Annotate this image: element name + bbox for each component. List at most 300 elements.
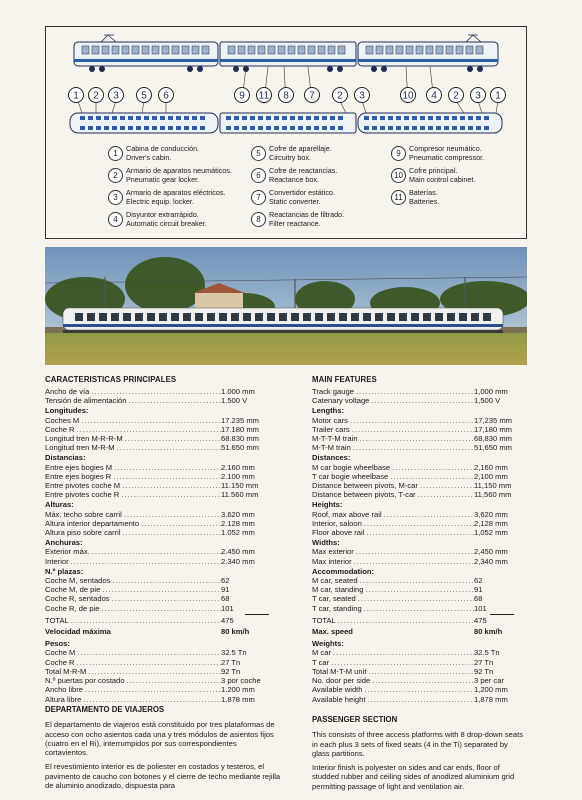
group-heading: Distancias: — [45, 453, 86, 463]
total-rule — [245, 614, 269, 615]
spec-row — [45, 658, 281, 667]
spec-group — [45, 567, 281, 613]
legend-text — [409, 189, 439, 206]
group-heading: Distances: — [312, 453, 351, 463]
legend-number: 6 — [251, 168, 266, 183]
callout-marker — [471, 88, 486, 103]
spec-row — [312, 416, 526, 425]
spec-row — [45, 472, 281, 481]
leader-dots — [100, 585, 221, 594]
callout-number: 3 — [475, 90, 481, 102]
spec-label: Motor cars — [312, 415, 348, 425]
spec-row — [45, 396, 281, 405]
spec-label: Entre pivotes coche R — [45, 490, 120, 500]
spec-label: Coche R — [45, 657, 75, 667]
spec-label: Coche M, sentados — [45, 576, 111, 586]
callout-marker — [109, 88, 124, 103]
spec-group — [312, 406, 526, 452]
group-heading: Accommodation: — [312, 566, 375, 576]
leader-dots — [418, 481, 474, 490]
spec-row — [312, 443, 526, 452]
legend-spanish: Armario de aparatos eléctricos. — [126, 188, 226, 197]
spec-value: 27 Tn — [221, 657, 241, 667]
legend-text — [269, 145, 332, 162]
legend-number: 8 — [251, 212, 266, 227]
paragraph: Interior finish is polyester on sides and car ends, floor of studded rubber and ceiling sides of anodized aluminium grid permitting passage of light and ventilation air. — [312, 763, 515, 791]
spec-row — [45, 387, 281, 396]
leader-dots — [79, 416, 221, 425]
callout-number: 11 — [258, 90, 270, 102]
spec-label: Exterior máx. — [45, 547, 90, 557]
spec-row — [45, 434, 281, 443]
legend-english: Pneumatic gear locker. — [126, 174, 200, 184]
legend-number: 7 — [251, 190, 266, 205]
paragraph: This consists of three access platforms with 8 drop-down seats in each plus 3 sets of fixed seats (4 in the Ti) separated by glass partitions. — [312, 730, 524, 758]
legend-text — [409, 145, 484, 162]
leader-dots — [354, 547, 474, 556]
spec-row — [312, 425, 526, 434]
spec-label: M car bogie wheelbase — [312, 462, 391, 472]
spec-row — [45, 416, 281, 425]
spec-label: Altura piso sobre carril — [45, 528, 121, 538]
leader-dots — [365, 695, 474, 704]
callout-marker — [279, 88, 294, 103]
spec-row — [312, 519, 526, 528]
callout-number: 3 — [113, 90, 119, 102]
callout-marker — [137, 88, 152, 103]
spec-value: 2,160 mm — [474, 462, 508, 472]
spec-row — [312, 396, 526, 405]
spec-label: Max. speed — [312, 627, 353, 637]
spec-row — [45, 667, 281, 676]
train-diagram — [45, 26, 527, 239]
spec-label: M car, seated — [312, 576, 358, 586]
spec-value: 62 — [474, 576, 483, 586]
total-rule — [490, 614, 514, 615]
spec-label: Altura libre — [45, 694, 82, 704]
leader-dots — [358, 434, 474, 443]
callout-number: 7 — [309, 90, 315, 102]
callout-number: 2 — [453, 90, 459, 102]
spec-row — [45, 685, 281, 694]
legend-english: Electric equip. locker. — [126, 196, 194, 206]
leader-dots — [99, 604, 221, 613]
callout-number: 8 — [283, 90, 289, 102]
callout-marker — [449, 88, 464, 103]
spec-label: Coche R — [45, 424, 75, 434]
spec-label: Available width — [312, 685, 363, 695]
spec-label: M car — [312, 648, 331, 658]
spec-row — [312, 648, 526, 657]
spec-value: 68 — [221, 594, 230, 604]
legend-number: 5 — [251, 146, 266, 161]
paragraph: El departamento de viajeros está constituido por tres plataformas de acceso con ocho asientos cada una y tres módulos de asientos fijos (cuatro en el Ri), interrumpidos por sus correspondientes cortavientos. — [45, 720, 275, 758]
spec-value: 3,620 mm — [474, 509, 508, 519]
legend-text — [126, 167, 232, 184]
spec-row — [312, 510, 526, 519]
leader-dots — [358, 576, 474, 585]
leader-dots — [123, 434, 221, 443]
leader-dots — [363, 685, 474, 694]
legend-number: 10 — [391, 168, 406, 183]
callout-number: 2 — [337, 90, 343, 102]
legend-text — [269, 211, 344, 228]
spec-value: 2,450 mm — [474, 547, 508, 557]
leader-dots — [89, 387, 221, 396]
section-title: MAIN FEATURES — [312, 375, 377, 384]
callout-marker — [333, 88, 348, 103]
spec-row — [45, 695, 281, 704]
callout-marker — [235, 88, 250, 103]
callout-marker — [427, 88, 442, 103]
spec-row — [45, 481, 281, 490]
legend-spanish: Convertidor estático. — [269, 188, 335, 197]
spec-row — [312, 463, 526, 472]
spec-value: 101 — [474, 603, 487, 613]
callout-marker — [305, 88, 320, 103]
spec-row — [45, 490, 281, 499]
spec-row — [312, 695, 526, 704]
spec-group — [312, 453, 526, 499]
spec-value: 17,180 mm — [474, 424, 512, 434]
leader-dots — [366, 667, 474, 676]
spec-value: 2.100 mm — [221, 471, 255, 481]
spec-value: 17,235 mm — [474, 415, 512, 425]
callout-number: 10 — [402, 90, 414, 102]
paragraph: El revestimiento interior es de poliester en costados y testeros, el pavimento de caucho con botones y el cierre de techo mediante rejilla de aluminio anodizado, dispuesta para — [45, 762, 281, 791]
spec-value: 27 Tn — [474, 657, 494, 667]
spec-label: Max exterior — [312, 547, 354, 557]
english-specifications — [312, 375, 526, 704]
callout-number: 5 — [141, 90, 147, 102]
legend-spanish: Cofre de aparellaje. — [269, 144, 332, 153]
spec-label: N.º puertas por costado — [45, 676, 125, 686]
legend-text — [126, 189, 225, 206]
leader-dots — [139, 519, 221, 528]
leader-dots — [121, 528, 221, 537]
legend-english: Static converter. — [269, 196, 321, 206]
spec-label: Coche M — [45, 648, 76, 658]
spec-label: Interior, saloon — [312, 518, 362, 528]
spec-group — [312, 538, 526, 566]
spec-label: No. door per side — [312, 676, 371, 686]
spec-label: T car — [312, 657, 330, 667]
spec-row — [45, 648, 281, 657]
callout-number: 1 — [73, 90, 79, 102]
leader-dots — [329, 658, 474, 667]
group-heading: Weights: — [312, 639, 344, 649]
legend-english: Reactance box. — [269, 174, 319, 184]
section-title: CARACTERISTICAS PRINCIPALES — [45, 375, 177, 384]
spec-row — [312, 585, 526, 594]
spec-value: 1.000 mm — [221, 387, 255, 396]
spec-row — [45, 676, 281, 685]
spec-value: 68,830 mm — [474, 434, 512, 444]
spec-value: 1.200 mm — [221, 685, 255, 695]
legend-english: Batteries. — [409, 196, 440, 206]
spec-value: 1.052 mm — [221, 528, 255, 538]
spanish-specifications — [45, 375, 281, 704]
spec-row — [312, 547, 526, 556]
leader-dots — [354, 387, 474, 396]
spec-value: 3.620 mm — [221, 509, 255, 519]
callout-marker — [89, 88, 104, 103]
spec-value: 11,560 mm — [474, 490, 512, 500]
spec-value: 2.160 mm — [221, 462, 255, 472]
spec-value: 475 — [221, 615, 234, 625]
leader-dots — [125, 676, 221, 685]
spec-value: 80 km/h — [474, 627, 503, 637]
callout-marker — [401, 88, 416, 103]
spec-row — [45, 519, 281, 528]
spec-label: T car bogie wheelbase — [312, 471, 389, 481]
spec-label: Trailer cars — [312, 424, 350, 434]
legend-text — [126, 211, 207, 228]
leader-dots — [348, 416, 474, 425]
callout-number: 3 — [359, 90, 365, 102]
spec-value: 62 — [221, 576, 230, 586]
spec-value: 101 — [221, 603, 234, 613]
callout-number: 6 — [163, 90, 169, 102]
legend-text — [409, 167, 475, 184]
spec-label: Available height — [312, 694, 366, 704]
leader-dots — [390, 463, 474, 472]
train-side-view-drawing — [46, 27, 526, 139]
spec-value: 51.650 mm — [221, 443, 259, 453]
spec-row — [45, 627, 281, 636]
spec-label: Tensión de alimentación — [45, 396, 127, 406]
spec-label: Coche M, de pie — [45, 585, 101, 595]
spec-label: Max interior — [312, 556, 352, 566]
legend-number: 3 — [108, 190, 123, 205]
spec-value: 11,150 mm — [474, 481, 512, 491]
spec-label: TOTAL — [312, 615, 336, 625]
legend-spanish: Reactancias de filtrado. — [269, 210, 345, 219]
spec-row — [312, 472, 526, 481]
spec-value: 32.5 Tn — [221, 648, 247, 658]
spec-value: 91 — [474, 585, 483, 595]
group-heading: Lengths: — [312, 406, 345, 416]
spec-label: Distance between pivots, M-car — [312, 481, 418, 491]
callout-number: 1 — [495, 90, 501, 102]
spec-row — [312, 557, 526, 566]
group-heading: Pesos: — [45, 639, 70, 649]
legend-spanish: Cabina de conducción. — [126, 144, 200, 153]
spec-row — [45, 547, 281, 556]
legend-text — [269, 167, 337, 184]
spec-row — [312, 576, 526, 585]
spec-label: Coche R, sentados — [45, 594, 110, 604]
spec-row — [45, 443, 281, 452]
leader-dots — [69, 616, 221, 625]
leader-dots — [75, 658, 221, 667]
leader-dots — [83, 685, 221, 694]
spec-value: 32.5 Tn — [474, 648, 500, 658]
leader-dots — [356, 594, 474, 603]
group-heading: Widths: — [312, 538, 340, 548]
spec-row — [45, 576, 281, 585]
spec-label: M car, standing — [312, 585, 364, 595]
callout-marker — [69, 88, 84, 103]
leader-dots — [370, 676, 474, 685]
spec-value: 1,000 mm — [474, 387, 508, 396]
leader-dots — [353, 627, 474, 636]
spec-row — [312, 667, 526, 676]
spec-label: TOTAL — [45, 615, 69, 625]
spec-value: 80 km/h — [221, 627, 250, 637]
spec-row — [45, 604, 281, 613]
spec-value: 2,340 mm — [474, 556, 508, 566]
english-passenger-section — [312, 715, 526, 796]
section-title: DEPARTAMENTO DE VIAJEROS — [45, 705, 165, 714]
spec-label: Interior — [45, 556, 69, 566]
leader-dots — [112, 463, 221, 472]
spec-value: 1,200 mm — [474, 685, 508, 695]
leader-dots — [115, 443, 221, 452]
spec-label: Máx. techo sobre carril — [45, 509, 122, 519]
train-photograph — [45, 247, 527, 365]
legend-english: Circuitry box. — [269, 152, 311, 162]
legend-number: 9 — [391, 146, 406, 161]
spec-value: 1,878 mm — [474, 694, 508, 704]
leader-dots — [362, 519, 474, 528]
spec-label: Total M-T-M unit — [312, 666, 367, 676]
section-title: PASSENGER SECTION — [312, 715, 398, 724]
leader-dots — [110, 594, 221, 603]
spec-row — [312, 481, 526, 490]
group-heading: Anchuras: — [45, 538, 83, 548]
spanish-passenger-section — [45, 705, 281, 795]
spec-label: Longitud tren M-R-R-M — [45, 434, 123, 444]
spec-row — [45, 425, 281, 434]
callout-marker — [355, 88, 370, 103]
spec-row — [312, 616, 526, 625]
leader-dots — [416, 490, 474, 499]
legend-english: Automatic circuit breaker. — [126, 218, 207, 228]
spec-label: Distance between pivots, T-car — [312, 490, 416, 500]
spec-label: Floor above rail — [312, 528, 365, 538]
leader-dots — [81, 695, 221, 704]
leader-dots — [122, 510, 221, 519]
spec-row — [312, 685, 526, 694]
spec-value: 91 — [221, 585, 230, 595]
spec-row — [312, 434, 526, 443]
spec-label: Total M-R-M — [45, 666, 87, 676]
leader-dots — [120, 481, 221, 490]
spec-label: M-T-T-M train — [312, 434, 358, 444]
legend-number: 4 — [108, 212, 123, 227]
spec-label: Altura interior departamento — [45, 518, 140, 528]
legend-text — [269, 189, 335, 206]
leader-dots — [110, 576, 221, 585]
legend-english: Filter reactance. — [269, 218, 321, 228]
leader-dots — [119, 490, 221, 499]
spec-label: Ancho de vía — [45, 387, 90, 396]
legend-spanish: Armario de aparatos neumáticos. — [126, 166, 232, 175]
spec-value: 3 por coche — [221, 676, 261, 686]
leader-dots — [331, 648, 474, 657]
spec-row — [312, 604, 526, 613]
spec-group — [312, 500, 526, 537]
spec-label: Roof, max above rail — [312, 509, 382, 519]
spec-value: 2,128 mm — [474, 518, 508, 528]
legend-spanish: Cofre principal. — [409, 166, 458, 175]
spec-value: 1.878 mm — [221, 694, 255, 704]
spec-row — [45, 557, 281, 566]
callout-number: 4 — [431, 90, 437, 102]
spec-group — [45, 453, 281, 499]
spec-row — [45, 594, 281, 603]
spec-label: Entre pivotes coche M — [45, 481, 121, 491]
group-heading: Heights: — [312, 500, 343, 510]
legend-text — [126, 145, 199, 162]
spec-label: Velocidad máxima — [45, 627, 111, 637]
spec-row — [312, 594, 526, 603]
callout-marker — [257, 88, 272, 103]
group-heading: Longitudes: — [45, 406, 89, 416]
leader-dots — [111, 627, 221, 636]
spec-row — [312, 490, 526, 499]
callout-number: 2 — [93, 90, 99, 102]
spec-label: Coches M — [45, 415, 80, 425]
spec-row — [312, 387, 526, 396]
spec-row — [312, 658, 526, 667]
spec-label: Longitud tren M-R-M — [45, 443, 115, 453]
spec-row — [45, 463, 281, 472]
spec-label: T car, standing — [312, 603, 362, 613]
leader-dots — [75, 425, 221, 434]
legend-spanish: Baterías. — [409, 188, 438, 197]
leader-dots — [352, 557, 474, 566]
leader-dots — [126, 396, 221, 405]
spec-label: Ancho libre — [45, 685, 83, 695]
leader-dots — [336, 616, 474, 625]
legend-english: Pneumatic compressor. — [409, 152, 485, 162]
legend-number: 11 — [391, 190, 406, 205]
callout-marker — [159, 88, 174, 103]
leader-dots — [364, 528, 474, 537]
spec-row — [45, 585, 281, 594]
spec-value: 1,500 V — [474, 396, 501, 406]
legend-number: 2 — [108, 168, 123, 183]
spec-row — [45, 510, 281, 519]
spec-value: 2.450 mm — [221, 547, 255, 557]
spec-value: 1.500 V — [221, 396, 248, 406]
spec-group — [45, 406, 281, 452]
spec-label: M-T-M train — [312, 443, 351, 453]
leader-dots — [369, 396, 474, 405]
spec-value: 1,052 mm — [474, 528, 508, 538]
spec-label: Entre ejes bogies M — [45, 462, 113, 472]
spec-value: 2.340 mm — [221, 556, 255, 566]
spec-row — [45, 616, 281, 625]
leader-dots — [351, 443, 474, 452]
spec-label: Entre ejes bogies R — [45, 471, 112, 481]
leader-dots — [350, 425, 474, 434]
leader-dots — [382, 510, 474, 519]
spec-value: 68 — [474, 594, 483, 604]
spec-value: 11.150 mm — [221, 481, 259, 491]
spec-value: 2.128 mm — [221, 518, 255, 528]
spec-value: 92 Tn — [474, 666, 494, 676]
spec-value: 475 — [474, 615, 487, 625]
spec-label: Catenary voltage — [312, 396, 370, 406]
spec-label: T car, seated — [312, 594, 356, 604]
leader-dots — [364, 585, 475, 594]
leader-dots — [69, 557, 221, 566]
spec-value: 17.180 mm — [221, 424, 259, 434]
spec-value: 3 per car — [474, 676, 504, 686]
